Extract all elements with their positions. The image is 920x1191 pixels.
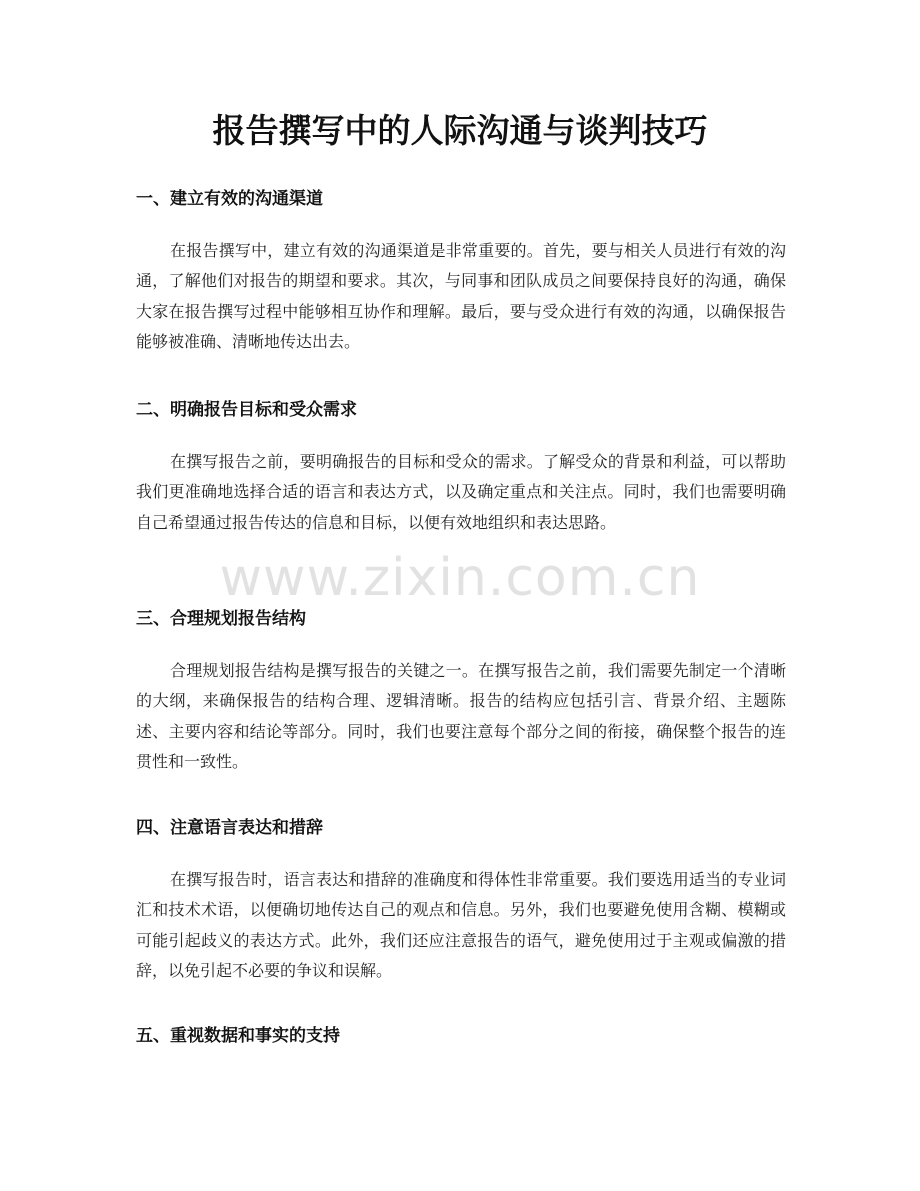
watermark: www.zixin.com.cn	[219, 548, 701, 608]
section-paragraph: 在报告撰写中，建立有效的沟通渠道是非常重要的。首先，要与相关人员进行有效的沟通，了解他们对报告的期望和要求。其次，与同事和团队成员之间要保持良好的沟通，确保大家在报告撰写过程中能够相互协作和理解。最后，要与受众进行有效的沟通，以确保报告能够被准确、清晰地传达出去。	[136, 241, 786, 351]
section-4	[136, 816, 786, 986]
section-heading: 五、重视数据和事实的支持	[136, 1026, 340, 1046]
section-heading: 四、注意语言表达和措辞	[136, 818, 323, 838]
section-paragraph: 在撰写报告时，语言表达和措辞的准确度和得体性非常重要。我们要选用适当的专业词汇和技术术语，以便确切地传达自己的观点和信息。另外，我们也要避免使用含糊、模糊或可能引起歧义的表达方式。此外，我们还应注意报告的语气，避免使用过于主观或偏激的措辞，以免引起不必要的争议和误解。	[136, 870, 786, 980]
section-heading: 二、明确报告目标和受众需求	[136, 400, 357, 420]
document-title: 报告撰写中的人际沟通与谈判技巧	[212, 111, 708, 150]
section-2	[136, 398, 786, 538]
section-5	[136, 1024, 786, 1048]
section-heading: 三、合理规划报告结构	[136, 609, 306, 629]
section-paragraph: 在撰写报告之前，要明确报告的目标和受众的需求。了解受众的背景和利益，可以帮助我们更准确地选择合适的语言和表达方式，以及确定重点和关注点。同时，我们也需要明确自己希望通过报告传达的信息和目标，以便有效地组织和表达思路。	[136, 452, 786, 532]
section-paragraph: 合理规划报告结构是撰写报告的关键之一。在撰写报告之前，我们需要先制定一个清晰的大纲，来确保报告的结构合理、逻辑清晰。报告的结构应包括引言、背景介绍、主题陈述、主要内容和结论等部分。同时，我们也要注意每个部分之间的衔接，确保整个报告的连贯性和一致性。	[136, 661, 786, 771]
section-heading: 一、建立有效的沟通渠道	[136, 189, 323, 209]
section-1	[136, 187, 786, 357]
section-3	[136, 607, 786, 777]
